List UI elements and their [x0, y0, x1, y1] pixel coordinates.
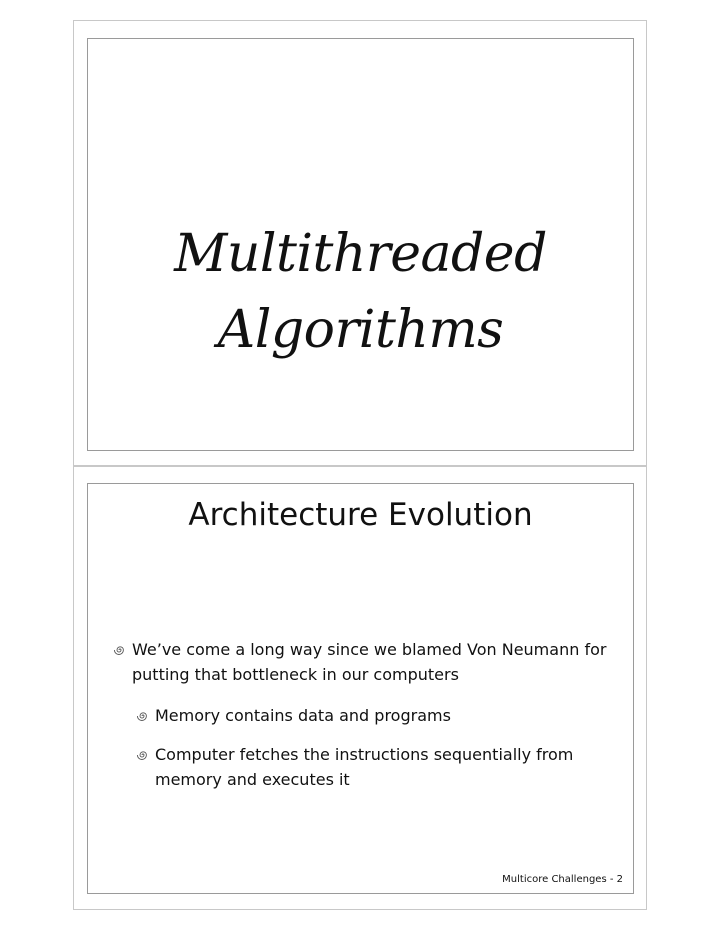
slide-2-inner-frame	[87, 483, 634, 894]
swirl-bullet-icon	[113, 643, 127, 657]
slide-1-title-line-2: Algorithms	[217, 300, 504, 360]
bullet-item: We’ve come a long way since we blamed Von Neumann for putting that bottleneck in our computers	[132, 640, 607, 684]
swirl-bullet-icon	[136, 709, 150, 723]
slide-footer: Multicore Challenges - 2	[502, 874, 623, 885]
sub-bullet-item: Memory contains data and programs	[155, 706, 451, 725]
sub-bullet-item: Computer fetches the instructions sequentially from memory and executes it	[155, 745, 574, 789]
slide-1-title-line-1: Multithreaded	[174, 224, 547, 284]
slide-2-title: Architecture Evolution	[188, 497, 533, 533]
swirl-bullet-icon	[136, 748, 150, 762]
